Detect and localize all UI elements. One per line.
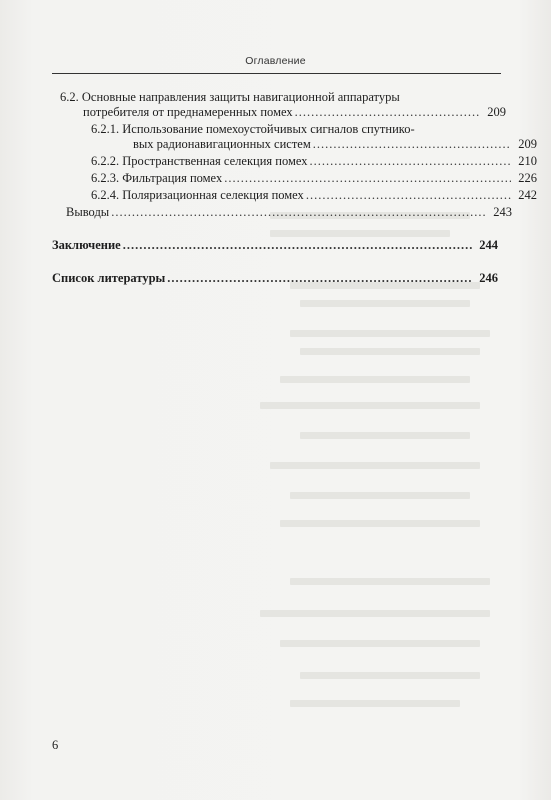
page-number: 6 — [52, 738, 59, 752]
toc-entry-title: Выводы — [66, 205, 110, 219]
leader-dots — [111, 205, 486, 220]
toc-entry-title-line: потребителя от преднамеренных помех — [83, 105, 293, 119]
toc-entry-title: 6.2.4. Поляризационная селекция помех — [91, 188, 304, 202]
toc-page-number: 226 — [518, 171, 537, 185]
leader-dots — [123, 238, 472, 253]
toc-entry-title-line: вых радионавигационных систем — [133, 137, 311, 151]
leader-dots — [306, 188, 511, 203]
leader-dots — [310, 154, 511, 169]
toc-entry-6-2-3 — [52, 171, 537, 186]
toc-entry-title-line: 6.2. Основные направления защиты навигационной аппаратуры — [60, 90, 400, 104]
toc-page-number: 242 — [518, 188, 537, 202]
toc-entry-6-2 — [52, 90, 506, 120]
leader-dots — [224, 171, 511, 186]
leader-dots — [313, 137, 511, 152]
leader-dots — [295, 105, 480, 120]
toc-entry-summary — [52, 238, 498, 253]
toc-entry-title: Заключение — [52, 238, 121, 252]
toc-page-number: 210 — [518, 154, 537, 168]
header-rule — [52, 73, 501, 74]
toc-entry-6-2-4 — [52, 188, 537, 203]
running-title: Оглавление — [245, 55, 306, 67]
toc-entry-title-line: 6.2.1. Использование помехоустойчивых сигналов спутнико- — [91, 122, 415, 136]
toc-page-number: 246 — [479, 271, 498, 285]
toc-page-number: 209 — [487, 105, 506, 119]
toc-page-number: 243 — [493, 205, 512, 219]
toc-entry-conclusions — [52, 205, 512, 220]
toc-entry-title: 6.2.3. Фильтрация помех — [91, 171, 223, 185]
toc-entry-title: 6.2.2. Пространственная селекция помех — [91, 154, 308, 168]
toc-entry-6-2-2 — [52, 154, 537, 169]
toc-entry-references — [52, 271, 498, 286]
table-of-contents — [52, 90, 537, 286]
toc-entry-title: Список литературы — [52, 271, 166, 285]
toc-page-number: 209 — [518, 137, 537, 151]
toc-page-number: 244 — [479, 238, 498, 252]
toc-entry-6-2-1 — [52, 122, 537, 152]
leader-dots — [167, 271, 472, 286]
